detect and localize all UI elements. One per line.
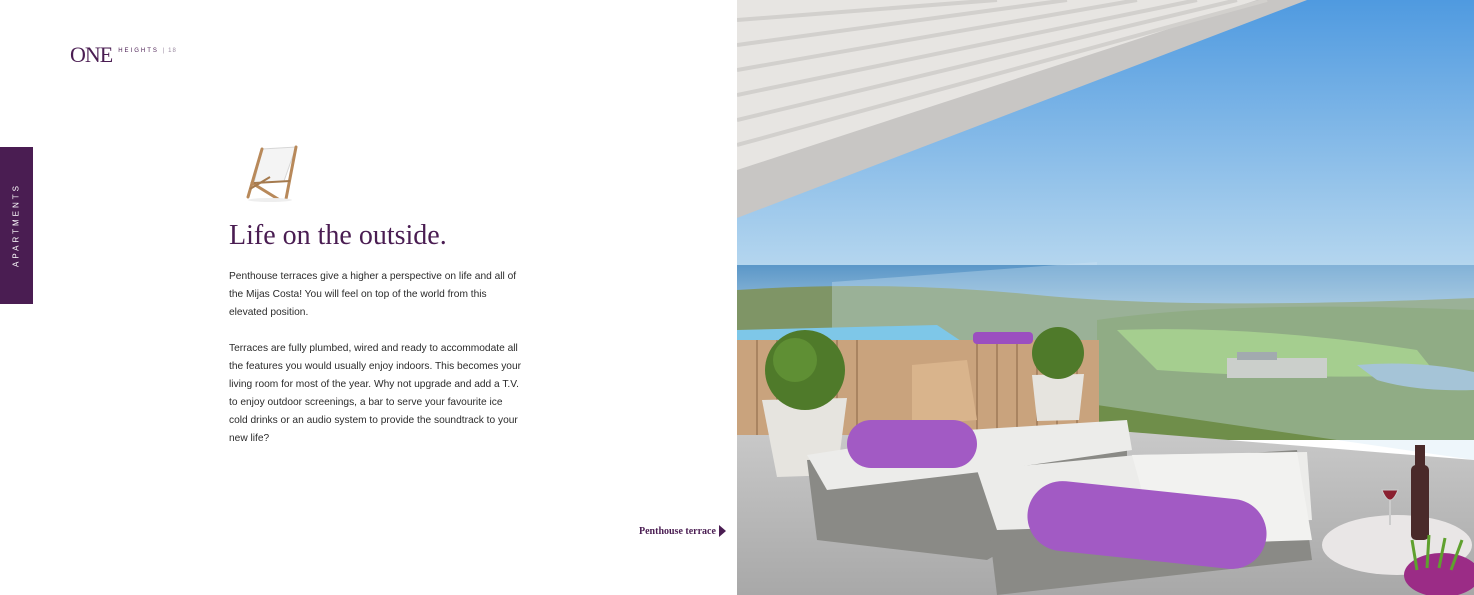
brand-logo — [70, 44, 177, 66]
body-paragraph: Penthouse terraces give a higher a perspective on life and all of the Mijas Costa! You will feel on top of the world from this elevated position. — [229, 271, 517, 318]
headline: Life on the outside. — [229, 220, 447, 251]
logo-subtitle: HEIGHTS — [118, 48, 159, 54]
page-number: | 18 — [162, 48, 177, 54]
body-paragraph: Terraces are fully plumbed, wired and ready to accommodate all the features you would usually enjoy indoors. This becomes your living room for most of the year. Why not upgrade and add a T.V. to enjoy outdoor screenings, a bar to serve your favourite ice cold drinks or an audio system to provide the soundtrack to your new life? — [229, 343, 522, 444]
body-text — [229, 268, 523, 466]
deck-chair-icon — [240, 143, 300, 203]
triangle-right-icon — [719, 525, 726, 537]
logo-mark: ONE — [70, 42, 113, 67]
photo-caption-text: Penthouse terrace — [639, 525, 716, 537]
photo-caption — [639, 525, 726, 537]
terrace-photo — [737, 0, 1474, 595]
section-tab-label: APARTMENTS — [11, 183, 21, 267]
section-tab — [0, 147, 33, 304]
